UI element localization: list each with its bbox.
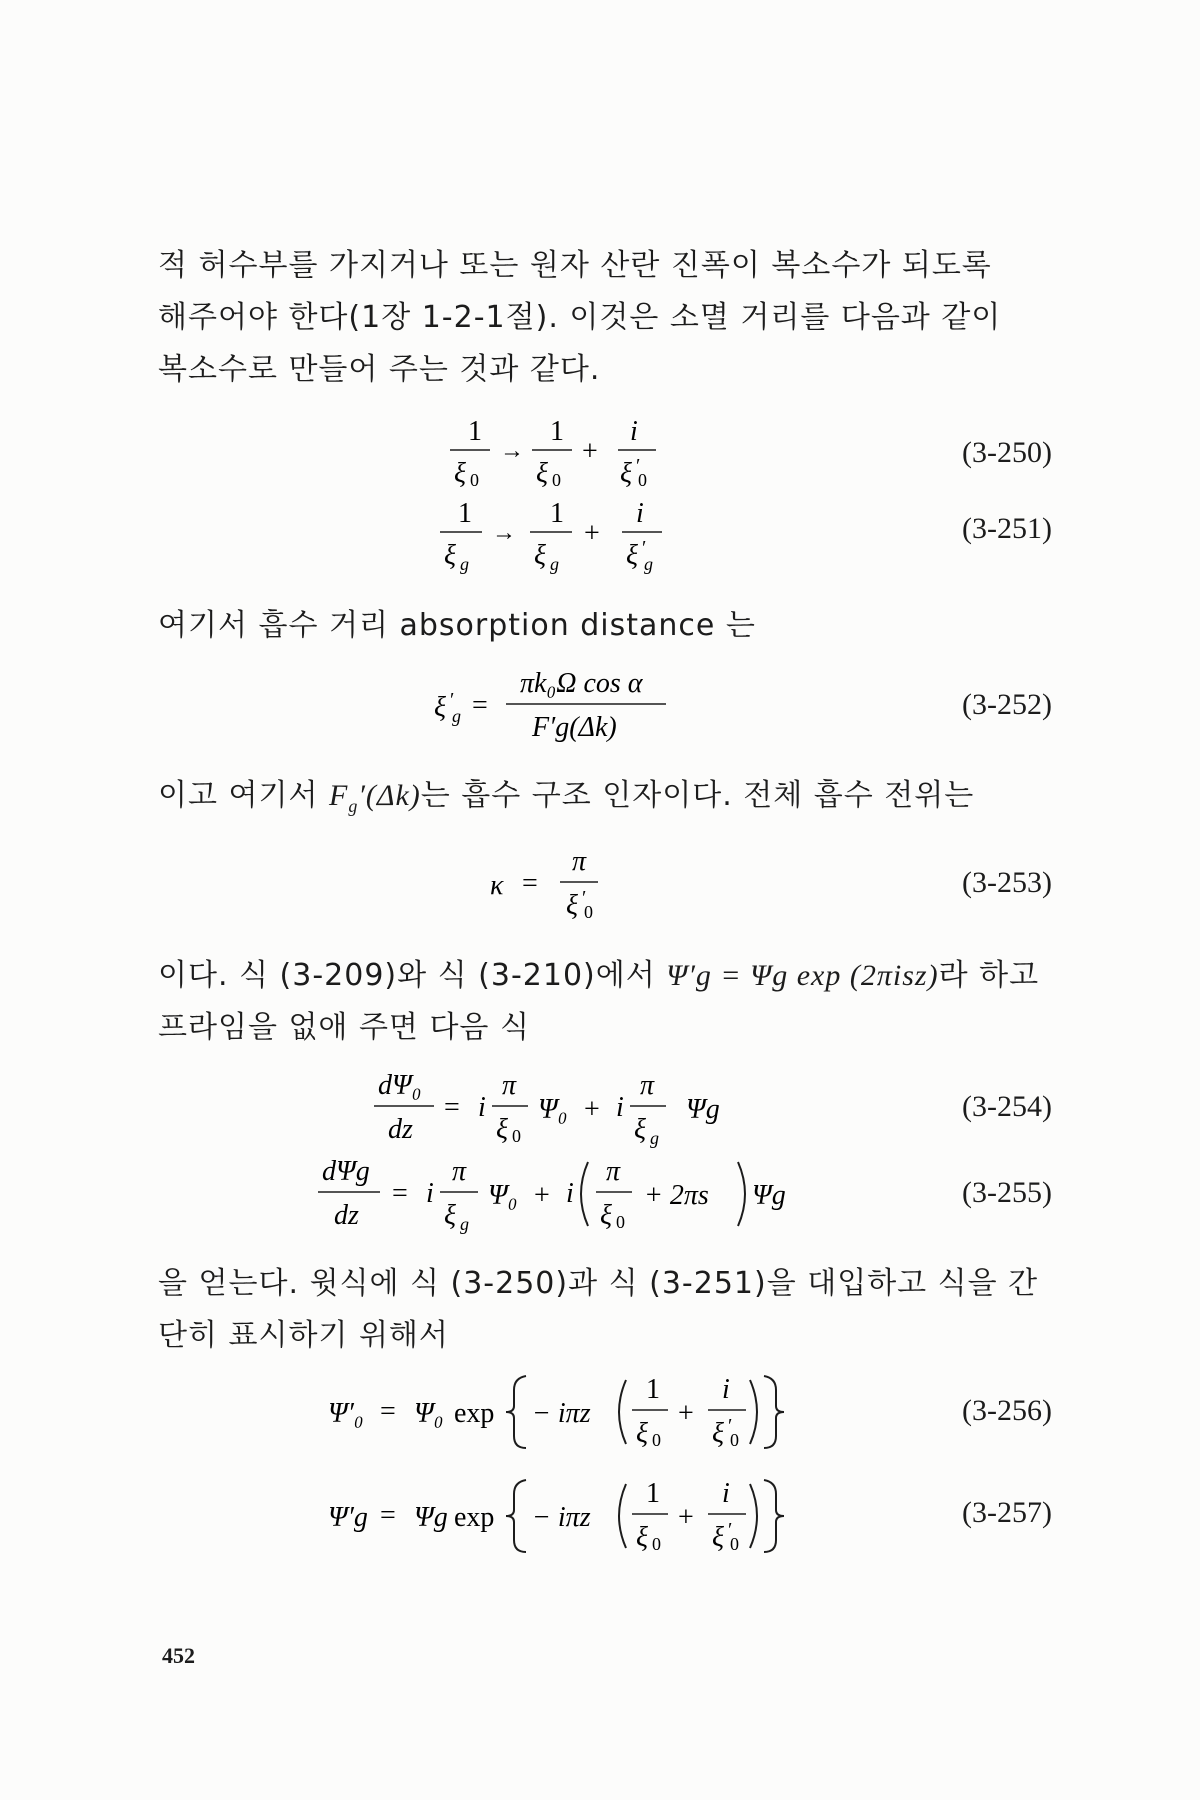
denominator: ξ [636, 1418, 648, 1449]
right-brace [764, 1376, 784, 1448]
text-segment: 이고 여기서 [158, 778, 329, 813]
numerator: 1 [646, 1374, 660, 1405]
plus-sign: + [584, 1094, 600, 1125]
denominator: ξ [496, 1114, 508, 1145]
inline-math: Ψ′g = Ψg exp (2πisz) [666, 959, 939, 992]
plus-sign: + [678, 1502, 694, 1533]
lhs-symbol: Ψ′g [328, 1502, 368, 1533]
denominator: ξ [534, 540, 546, 571]
denominator: dz [388, 1114, 413, 1145]
text-line: 단히 표시하기 위해서 [158, 1318, 449, 1353]
text-line [158, 950, 1039, 994]
page-number: 452 [162, 1643, 195, 1668]
subscript: 0 [584, 902, 593, 922]
numerator: dΨ₀ [378, 1070, 422, 1101]
equation-3-256 [0, 1366, 1200, 1456]
numerator: π [502, 1070, 517, 1101]
plus-sign: + [534, 1180, 550, 1211]
plus-sign: + [584, 518, 600, 549]
equation-number: (3-251) [962, 512, 1052, 545]
prime: ′ [450, 689, 455, 711]
equation-3-254 [0, 1062, 1200, 1152]
denominator: ξ [712, 1418, 724, 1449]
subscript: 0 [652, 1430, 661, 1450]
text-line: 적 허수부를 가지거나 또는 원자 산란 진폭이 복소수가 되도록 [158, 248, 992, 283]
denominator: ξ [620, 458, 632, 489]
right-paren [750, 1484, 757, 1548]
exp-function: exp [454, 1398, 495, 1429]
text-line: 해주어야 한다(1장 1-2-1절). 이것은 소멸 거리를 다음과 같이 [158, 300, 1002, 335]
denominator: ξ [626, 540, 638, 571]
plus-sign: + [678, 1398, 694, 1429]
numerator: i [722, 1374, 730, 1405]
equation-3-257 [0, 1470, 1200, 1560]
denominator: dz [334, 1200, 359, 1231]
equals-sign: = [472, 690, 488, 721]
denominator: ξ [536, 458, 548, 489]
equation-number: (3-250) [962, 436, 1052, 469]
equation-3-255 [0, 1148, 1200, 1238]
subscript: 0 [652, 1534, 661, 1554]
numerator: π [640, 1070, 655, 1101]
subscript: 0 [512, 1126, 521, 1146]
numerator: π [572, 846, 587, 877]
equation-3-252 [0, 660, 1200, 750]
text-line: 을 얻는다. 윗식에 식 (3-250)과 식 (3-251)을 대입하고 식을 간 [158, 1266, 1039, 1301]
equation-3-253 [0, 838, 1200, 928]
right-paren [750, 1380, 757, 1444]
denominator: ξ [444, 1200, 456, 1231]
text-line: 프라임을 없애 주면 다음 식 [158, 1010, 530, 1045]
lhs-symbol: ξ [434, 692, 446, 723]
term: − iπz [532, 1502, 591, 1533]
psi-term: Ψ₀ [538, 1094, 568, 1125]
prime: ′ [728, 1415, 733, 1437]
subscript: g [650, 1128, 659, 1148]
prime: ′ [728, 1519, 733, 1541]
text-line: 복소수로 만들어 주는 것과 같다. [158, 352, 601, 387]
prime: ′ [636, 455, 641, 477]
psi-term: Ψg [752, 1180, 786, 1211]
denominator: ξ [634, 1114, 646, 1145]
equals-sign: = [522, 868, 538, 899]
psi-term: Ψ₀ [414, 1398, 444, 1429]
numerator: πk₀Ω cos α [520, 668, 643, 699]
term: − iπz [532, 1398, 591, 1429]
text-segment: 이다. 식 (3-209)와 식 (3-210)에서 [158, 958, 667, 993]
denominator: ξ [712, 1522, 724, 1553]
equation-3-251 [0, 492, 1200, 582]
equation-number: (3-252) [962, 688, 1052, 721]
inline-math: F [328, 779, 349, 812]
subscript: g [460, 1214, 469, 1234]
denominator: F′g(Δk) [532, 712, 617, 743]
subscript: g [550, 554, 559, 574]
denominator: ξ [454, 458, 466, 489]
text-line: 여기서 흡수 거리 absorption distance 는 [158, 608, 756, 643]
psi-term: Ψg [686, 1094, 720, 1125]
text-segment: 라 하고 [938, 958, 1040, 993]
equation-number: (3-257) [962, 1496, 1052, 1529]
equation-number: (3-255) [962, 1176, 1052, 1209]
term: + 2πs [644, 1180, 709, 1211]
numerator: 1 [468, 416, 482, 447]
arrow-symbol: → [492, 520, 516, 546]
denominator: ξ [566, 890, 578, 921]
imaginary-unit: i [426, 1178, 434, 1209]
equation-number: (3-254) [962, 1090, 1052, 1123]
inline-math-subscript: g [348, 796, 359, 816]
numerator: i [722, 1478, 730, 1509]
equals-sign: = [444, 1092, 460, 1123]
left-paren [619, 1380, 626, 1444]
numerator: i [636, 498, 644, 529]
lhs-symbol: Ψ′₀ [328, 1398, 364, 1429]
equation-3-250 [0, 410, 1200, 500]
right-paren [738, 1162, 745, 1226]
numerator: 1 [550, 498, 564, 529]
equation-number: (3-253) [962, 866, 1052, 899]
inline-math: ′(Δk) [358, 779, 421, 812]
left-paren [619, 1484, 626, 1548]
plus-sign: + [582, 436, 598, 467]
right-brace [764, 1480, 784, 1552]
numerator: π [606, 1156, 621, 1187]
denominator: ξ [600, 1200, 612, 1231]
left-brace [506, 1480, 526, 1552]
prime: ′ [582, 887, 587, 909]
arrow-symbol: → [500, 438, 524, 464]
subscript: 0 [552, 470, 561, 490]
equals-sign: = [380, 1396, 396, 1427]
equals-sign: = [392, 1178, 408, 1209]
denominator: ξ [636, 1522, 648, 1553]
subscript: 0 [730, 1430, 739, 1450]
imaginary-unit: i [566, 1178, 574, 1209]
equation-number: (3-256) [962, 1394, 1052, 1427]
exp-function: exp [454, 1502, 495, 1533]
denominator: ξ [444, 540, 456, 571]
numerator: 1 [458, 498, 472, 529]
imaginary-unit: i [616, 1092, 624, 1123]
lhs-symbol: κ [490, 870, 504, 901]
subscript: 0 [730, 1534, 739, 1554]
psi-term: Ψg [414, 1502, 448, 1533]
subscript: 0 [470, 470, 479, 490]
numerator: π [452, 1156, 467, 1187]
text-segment: 는 흡수 구조 인자이다. 전체 흡수 전위는 [420, 778, 975, 813]
numerator: i [630, 416, 638, 447]
subscript: 0 [638, 470, 647, 490]
subscript: g [452, 706, 461, 726]
left-brace [506, 1376, 526, 1448]
subscript: 0 [616, 1212, 625, 1232]
subscript: g [460, 554, 469, 574]
numerator: 1 [646, 1478, 660, 1509]
text-line [158, 770, 974, 817]
prime: ′ [642, 537, 647, 559]
left-paren [581, 1162, 588, 1226]
subscript: g [644, 554, 653, 574]
numerator: 1 [550, 416, 564, 447]
imaginary-unit: i [478, 1092, 486, 1123]
numerator: dΨg [322, 1156, 370, 1187]
equals-sign: = [380, 1500, 396, 1531]
psi-term: Ψ₀ [488, 1180, 518, 1211]
